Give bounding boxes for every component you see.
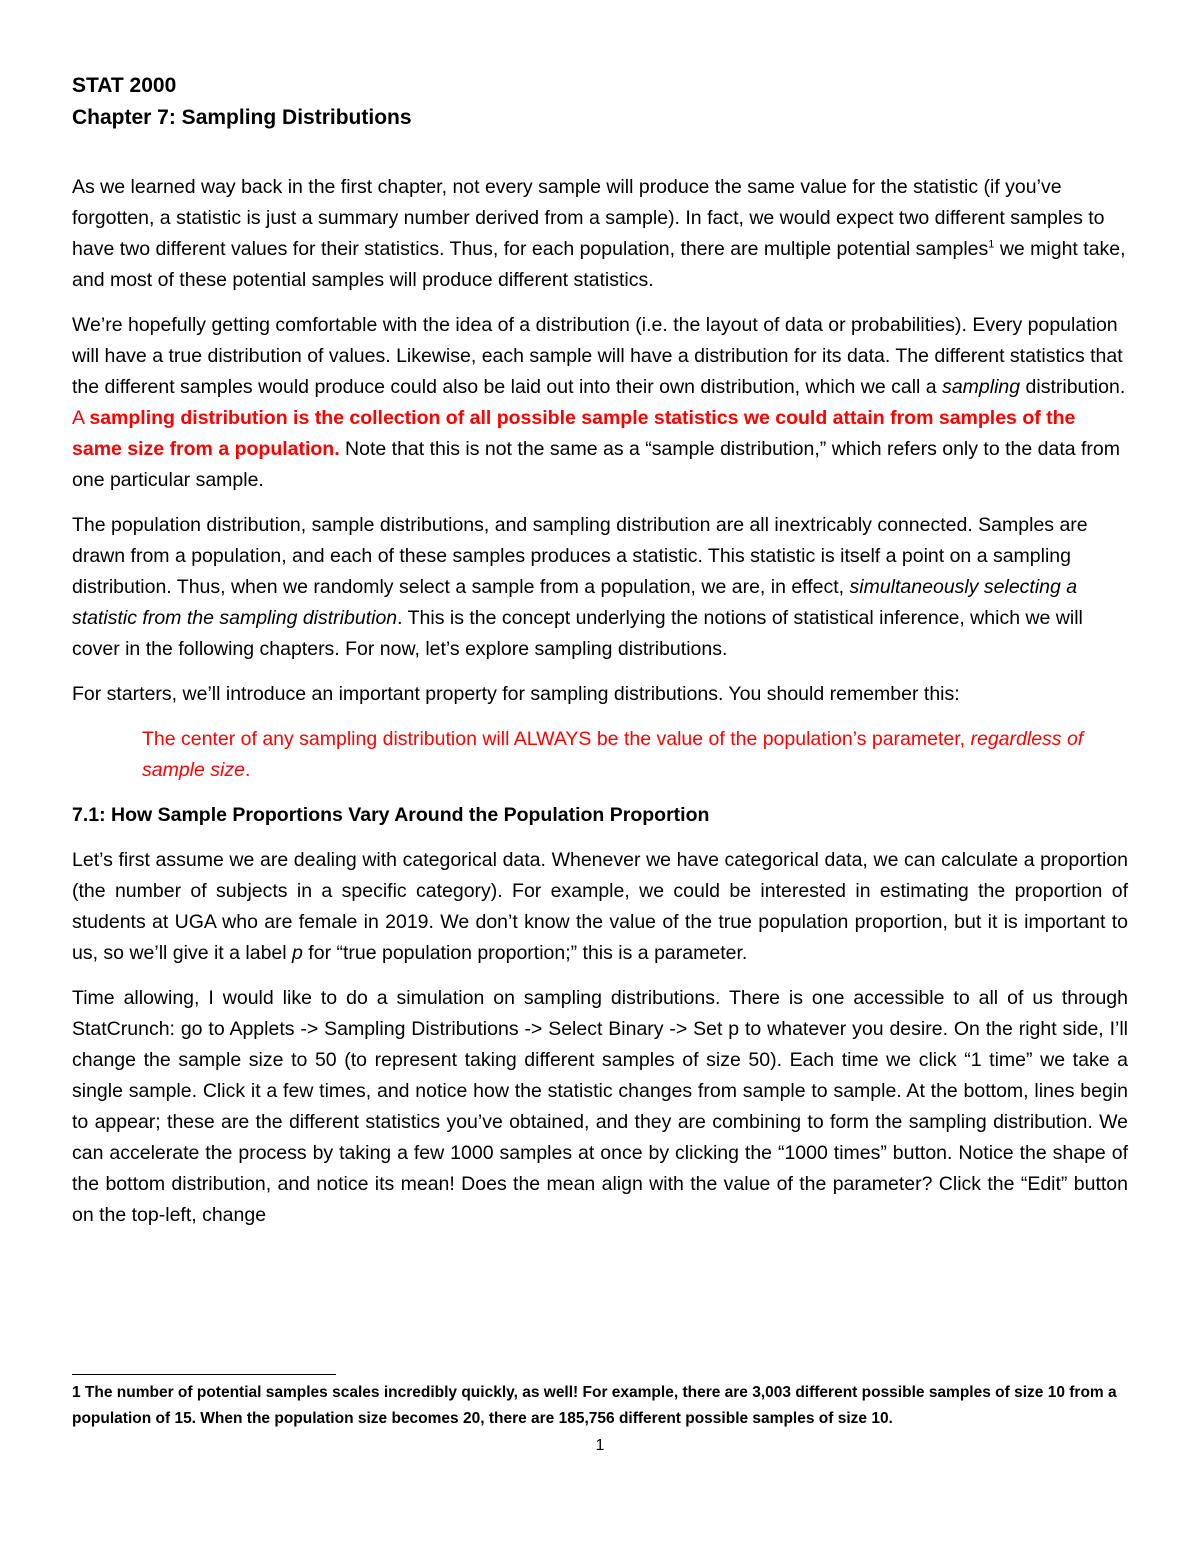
- intro-paragraph-2: [72, 310, 1128, 496]
- intro-p3-italic: simultaneously selecting a statistic from the sampling distribution: [72, 576, 1078, 629]
- section-heading-7-1: 7.1: How Sample Proportions Vary Around the Population Proportion: [72, 804, 710, 826]
- footnote-divider: [72, 1374, 336, 1375]
- footnote-1: 1 The number of potential samples scales incredibly quickly, as well! For example, there are 3,003 different possible samples of size 10 from a population of 15. When the population size becomes 20, there are 185,756 different possible samples of size 10.: [72, 1384, 1117, 1427]
- intro-p1-text-a: As we learned way back in the first chapter, not every sample will produce the same value for the statistic (if you’ve forgotten, a statistic is just a summary number derived from a sample). In fact, we would expect two different samples to have two different values for their statistics. Thus, for each population, there are multiple potential samples: [72, 176, 1105, 260]
- course-title: STAT 2000: [72, 74, 177, 97]
- intro-paragraph-1: [72, 172, 1128, 296]
- definition-body: is the collection of all possible sample statistics we could attain from samples of the same size from a population.: [72, 407, 1076, 460]
- intro-p3-text-b: . This is the concept underlying the notions of statistical inference, which we will cover in the following chapters. For now, let’s explore sampling distributions.: [72, 607, 1083, 660]
- intro-p1-text-b: we might take, and most of these potential samples will produce different statistics.: [72, 238, 1126, 291]
- parameter-p-symbol: p: [292, 942, 303, 964]
- sampling-italic: sampling: [942, 376, 1021, 398]
- definition-term: sampling distribution: [89, 407, 288, 429]
- document-page: [72, 70, 1128, 1245]
- section-7-1-paragraph-1: [72, 845, 1128, 969]
- rule-text-b: .: [244, 759, 251, 781]
- s71-p1-text-a: Let’s first assume we are dealing with categorical data. Whenever we have categorical data, we can calculate a proportion (the number of subjects in a specific category). For example, we could be interested in estimating the proportion of students at UGA who are female in 2019. We don’t know the value of the true population proportion, but it is important to us, so we’ll give it a label: [72, 849, 1128, 964]
- s71-p1-text-b: for “true population proportion;” this is a parameter.: [302, 942, 748, 964]
- page-number: 1: [595, 1437, 605, 1454]
- key-property-rule: [142, 724, 1128, 786]
- definition-prefix: A: [72, 407, 90, 429]
- chapter-title: Chapter 7: Sampling Distributions: [72, 106, 412, 129]
- intro-p2-text-a: We’re hopefully getting comfortable with the idea of a distribution (i.e. the layout of data or probabilities). Every population will have a true distribution of values. Likewise, each sample will have a distribution for its data. The different statistics that the different samples would produce could also be laid out into their own distribution, which we call a: [72, 314, 1123, 398]
- intro-paragraph-4: For starters, we’ll introduce an important property for sampling distributions. You should remember this:: [72, 683, 960, 705]
- intro-p2-text-d: Note that this is not the same as a “sample distribution,” which refers only to the data from one particular sample.: [72, 438, 1121, 491]
- intro-p3-text-a: The population distribution, sample distributions, and sampling distribution are all inextricably connected. Samples are drawn from a population, and each of these samples produces a statistic. This statistic is itself a point on a sampling distribution. Thus, when we randomly select a sample from a population, we are, in effect,: [72, 514, 1088, 598]
- section-7-1-paragraph-2: Time allowing, I would like to do a simulation on sampling distributions. There is one accessible to all of us through StatCrunch: go to Applets -> Sampling Distributions -> Select Binary -> Set p to whatever you desire. On the right side, I’ll change the sample size to 50 (to represent taking different samples of size 50). Each time we click “1 time” we take a single sample. Click it a few times, and notice how the statistic changes from sample to sample. At the bottom, lines begin to appear; these are the different statistics you’ve obtained, and they are combining to form the sampling distribution. We can accelerate the process by taking a few 1000 samples at once by clicking the “1000 times” button. Notice the shape of the bottom distribution, and notice its mean! Does the mean align with the value of the parameter? Click the “Edit” button on the top-left, change: [72, 987, 1128, 1226]
- intro-p2-text-b: distribution.: [1020, 376, 1126, 398]
- rule-italic: regardless of sample size: [142, 728, 1084, 781]
- rule-text-a: The center of any sampling distribution will ALWAYS be the value of the population’s parameter,: [142, 728, 971, 750]
- footnote-ref-1[interactable]: 1: [988, 238, 995, 251]
- intro-paragraph-3: [72, 510, 1128, 665]
